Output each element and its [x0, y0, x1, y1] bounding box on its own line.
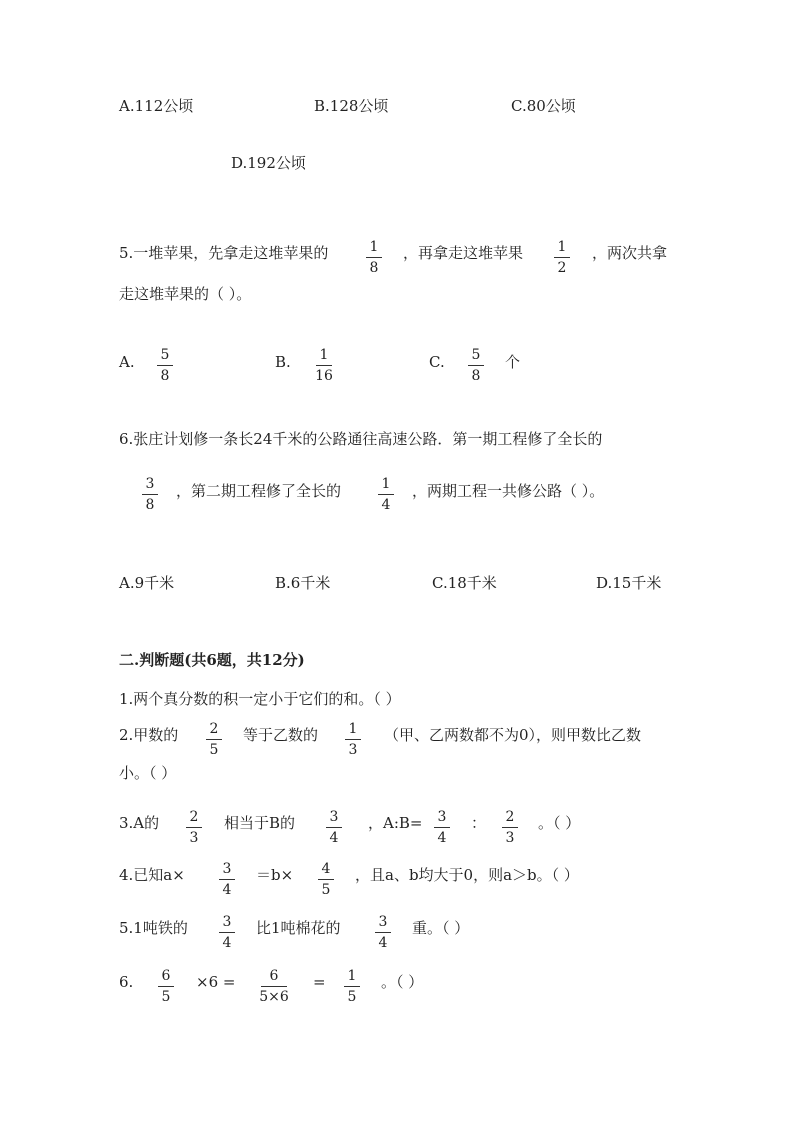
fraction-numerator: 3 [378, 914, 388, 930]
fraction-bar [186, 827, 202, 828]
q6-text-part3: ，两期工程一共修公路（ ）。 [412, 482, 605, 500]
judge-item-4-part2: ＝b× [256, 866, 294, 884]
fraction-numerator: 4 [321, 861, 331, 877]
fraction-numerator: 3 [437, 809, 447, 825]
fraction-numerator: 5 [471, 347, 481, 363]
q5-text-line2: 走这堆苹果的（ ）。 [119, 285, 252, 303]
judge-item-4-fraction-2 [309, 861, 343, 898]
judge-item-5-part1: 5.1吨铁的 [119, 919, 188, 937]
judge-item-5-part3: 重。（ ） [412, 919, 470, 937]
fraction-bar [316, 365, 332, 366]
fraction-numerator: 2 [189, 809, 199, 825]
q5-option-a-label: A. [119, 353, 135, 371]
judge-item-3-part4: 。（ ） [538, 814, 581, 832]
q4-option-b: B.128公顷 [314, 97, 389, 115]
q6-option-b: B.6千米 [275, 574, 331, 592]
q6-text-part2: ，第二期工程修了全长的 [176, 482, 342, 500]
fraction-numerator: 6 [161, 968, 171, 984]
fraction-bar [326, 827, 342, 828]
judge-item-2-line2: 小。（ ） [119, 764, 177, 782]
q6-text-line1: 6.张庄计划修一条长24千米的公路通往高速公路．第一期工程修了全长的 [119, 430, 603, 448]
judge-item-3-part1: 3.A的 [119, 814, 160, 832]
q5-option-c-fraction [459, 347, 493, 384]
fraction-bar [378, 494, 394, 495]
q5-fraction-1 [357, 239, 391, 276]
fraction-numerator: 6 [269, 968, 279, 984]
q6-fraction-1 [133, 476, 167, 513]
fraction-denominator: 5 [161, 989, 171, 1005]
q5-text-part3: ，两次共拿 [592, 244, 668, 262]
fraction-denominator: 3 [189, 830, 199, 846]
fraction-denominator: 8 [369, 260, 379, 276]
fraction-bar [366, 257, 382, 258]
q6-option-a: A.9千米 [119, 574, 175, 592]
fraction-bar [375, 932, 391, 933]
q5-option-c-suffix: 个 [505, 353, 521, 371]
judge-item-5-fraction-2 [366, 914, 400, 951]
fraction-numerator: 1 [347, 968, 357, 984]
judge-item-4-part1: 4.已知a× [119, 866, 185, 884]
q5-text-part2: ，再拿走这堆苹果 [403, 244, 524, 262]
judge-item-5-part2: 比1吨棉花的 [256, 919, 341, 937]
fraction-denominator: 3 [348, 742, 358, 758]
judge-item-3-fraction-1 [177, 809, 211, 846]
judge-item-3-part3: ，A:B= [368, 814, 423, 832]
q5-fraction-2 [545, 239, 579, 276]
fraction-denominator: 8 [145, 497, 155, 513]
fraction-denominator: 8 [471, 368, 481, 384]
q5-text-part1: 5.一堆苹果，先拿走这堆苹果的 [119, 244, 329, 262]
fraction-bar [344, 986, 360, 987]
fraction-bar [142, 494, 158, 495]
fraction-denominator: 16 [315, 368, 333, 384]
judge-item-2-part3: （甲、乙两数都不为0），则甲数比乙数 [384, 726, 642, 744]
fraction-denominator: 8 [160, 368, 170, 384]
judge-item-3-colon: ： [471, 814, 487, 832]
fraction-denominator: 2 [557, 260, 567, 276]
fraction-denominator: 4 [222, 935, 232, 951]
judge-item-6-fraction-3 [335, 968, 369, 1005]
fraction-numerator: 3 [222, 861, 232, 877]
judge-item-3-fraction-4 [493, 809, 527, 846]
fraction-numerator: 5 [160, 347, 170, 363]
judge-item-6-part1: 6. [119, 973, 134, 991]
fraction-denominator: 5 [347, 989, 357, 1005]
fraction-bar [318, 879, 334, 880]
judge-item-6-part2: ×6 = [196, 973, 236, 991]
q6-fraction-2 [369, 476, 403, 513]
fraction-bar [468, 365, 484, 366]
fraction-denominator: 4 [329, 830, 339, 846]
judge-item-2-part1: 2.甲数的 [119, 726, 179, 744]
fraction-numerator: 1 [369, 239, 379, 255]
fraction-numerator: 1 [348, 721, 358, 737]
judge-item-5-fraction-1 [210, 914, 244, 951]
fraction-bar [206, 739, 222, 740]
judge-item-2-fraction-1 [197, 721, 231, 758]
q5-option-a-fraction [148, 347, 182, 384]
q5-option-b-label: B. [275, 353, 291, 371]
fraction-numerator: 3 [222, 914, 232, 930]
judge-item-6-fraction-2 [257, 968, 291, 1005]
judge-item-3-fraction-2 [317, 809, 351, 846]
fraction-bar [345, 739, 361, 740]
judge-item-4-part3: ，且a、b均大于0，则a＞b。（ ） [355, 866, 579, 884]
fraction-bar [554, 257, 570, 258]
fraction-denominator: 3 [505, 830, 515, 846]
fraction-bar [158, 986, 174, 987]
judge-item-1: 1.两个真分数的积一定小于它们的和。（ ） [119, 690, 401, 708]
q5-option-c-label: C. [429, 353, 445, 371]
fraction-numerator: 1 [557, 239, 567, 255]
fraction-bar [157, 365, 173, 366]
fraction-numerator: 1 [319, 347, 329, 363]
section2-heading: 二.判断题(共6题，共12分) [119, 651, 305, 669]
fraction-numerator: 1 [381, 476, 391, 492]
fraction-bar [434, 827, 450, 828]
fraction-bar [261, 986, 287, 987]
judge-item-6-part3: = [313, 973, 326, 991]
q4-option-c: C.80公顷 [511, 97, 576, 115]
judge-item-6-fraction-1 [149, 968, 183, 1005]
fraction-numerator: 3 [145, 476, 155, 492]
fraction-denominator: 4 [381, 497, 391, 513]
q4-option-d: D.192公顷 [231, 154, 306, 172]
q5-option-b-fraction [307, 347, 341, 384]
judge-item-2-fraction-2 [336, 721, 370, 758]
fraction-numerator: 2 [505, 809, 515, 825]
judge-item-4-fraction-1 [210, 861, 244, 898]
fraction-numerator: 3 [329, 809, 339, 825]
fraction-bar [219, 879, 235, 880]
q6-option-d: D.15千米 [596, 574, 662, 592]
q4-option-a: A.112公顷 [119, 97, 194, 115]
judge-item-2-part2: 等于乙数的 [243, 726, 319, 744]
fraction-denominator: 5 [321, 882, 331, 898]
q6-option-c: C.18千米 [432, 574, 497, 592]
fraction-denominator: 4 [222, 882, 232, 898]
judge-item-3-part2: 相当于B的 [224, 814, 296, 832]
judge-item-6-part4: 。（ ） [381, 973, 424, 991]
fraction-denominator: 5×6 [259, 989, 289, 1005]
fraction-denominator: 4 [378, 935, 388, 951]
fraction-bar [219, 932, 235, 933]
fraction-denominator: 5 [209, 742, 219, 758]
fraction-denominator: 4 [437, 830, 447, 846]
fraction-numerator: 2 [209, 721, 219, 737]
fraction-bar [502, 827, 518, 828]
judge-item-3-fraction-3 [425, 809, 459, 846]
